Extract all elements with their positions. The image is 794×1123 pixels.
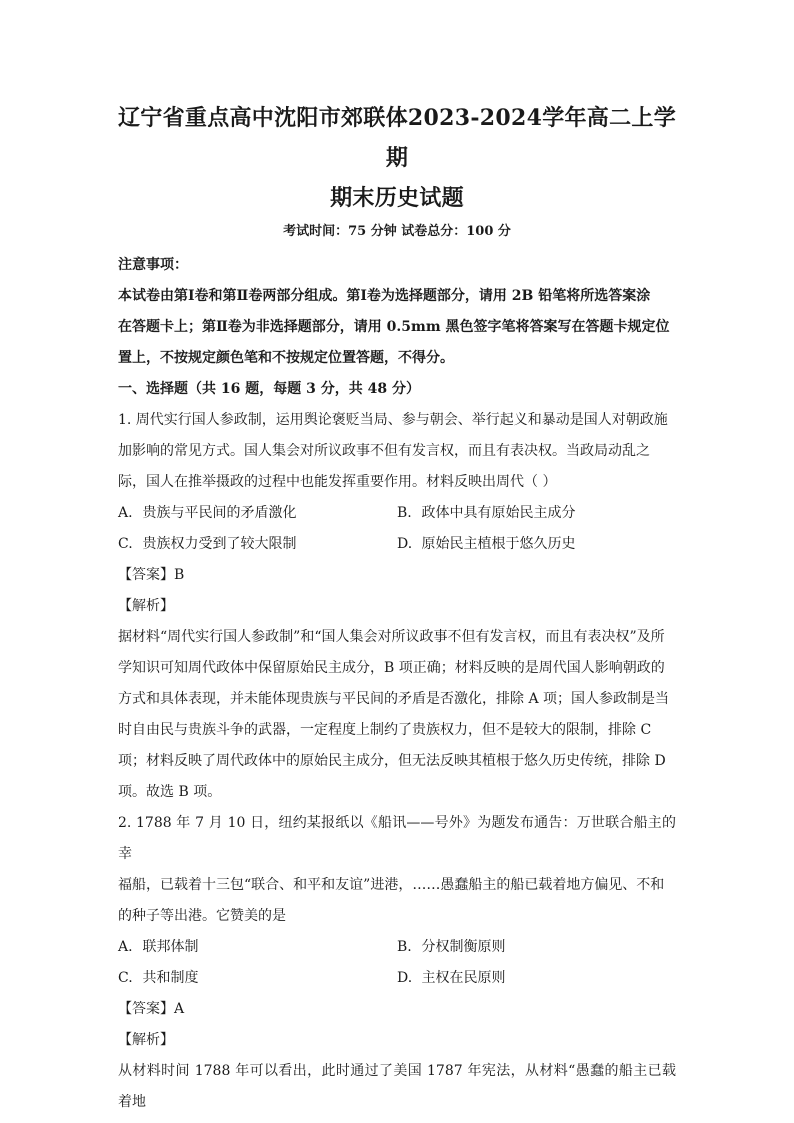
- notice-line: 本试卷由第Ⅰ卷和第Ⅱ卷两部分组成。第Ⅰ卷为选择题部分，请用 2B 铅笔将所选答案涂: [118, 288, 651, 304]
- section-heading: 一、选择题（共 16 题，每题 3 分，共 48 分）: [118, 381, 420, 397]
- option-b: B. 分权制衡原则: [397, 939, 506, 955]
- question-stem-line: 加影响的常见方式。国人集会对所议政事不但有发言权，而且有表决权。当政局动乱之: [118, 443, 650, 459]
- options-list: [118, 932, 676, 994]
- analysis-line: 从材料时间 1788 年可以看出，此时通过了美国 1787 年宪法，从材料“愚蠢的船主已载着地: [118, 1063, 676, 1110]
- question-1: [118, 405, 676, 808]
- option-a: A. 贵族与平民间的矛盾激化: [118, 505, 297, 521]
- analysis-line: 学知识可知周代政体中保留原始民主成分，B 项正确；材料反映的是周代国人影响朝政的: [118, 660, 665, 676]
- question-2: [118, 808, 676, 1118]
- answer: 【答案】B: [118, 567, 185, 583]
- answer: 【答案】A: [118, 1001, 185, 1017]
- question-stem-line: 2. 1788 年 7 月 10 日，纽约某报纸以《船讯——号外》为题发布通告：万世联合船主的幸: [118, 815, 676, 862]
- notice-heading: 注意事项：: [118, 257, 188, 273]
- analysis-line: 时自由民与贵族斗争的武器，一定程度上制约了贵族权力，但不是较大的限制，排除 C: [118, 722, 652, 738]
- option-c: C. 共和制度: [118, 970, 199, 986]
- title-line-2: 期末历史试题: [330, 185, 464, 211]
- notice-line: 在答题卡上；第Ⅱ卷为非选择题部分，请用 0.5mm 黑色签字笔将答案写在答题卡规定位: [118, 319, 670, 335]
- analysis-line: 据材料“周代实行国人参政制”和“国人集会对所议政事不但有发言权，而且有表决权”及所: [118, 629, 665, 645]
- options-list: [118, 498, 676, 560]
- analysis-line: 项；材料反映了周代政体中的原始民主成分，但无法反映其植根于悠久历史传统，排除 D: [118, 753, 666, 769]
- analysis-label: 【解析】: [118, 1032, 174, 1048]
- analysis-line: 方式和具体表现，并未能体现贵族与平民间的矛盾是否激化，排除 A 项；国人参政制是当: [118, 691, 670, 707]
- title-line-1: 辽宁省重点高中沈阳市郊联体2023-2024学年高二上学期: [118, 105, 676, 171]
- option-d: D. 主权在民原则: [397, 970, 506, 986]
- option-b: B. 政体中具有原始民主成分: [397, 505, 576, 521]
- notice-line: 置上，不按规定颜色笔和不按规定位置答题，不得分。: [118, 350, 454, 366]
- option-c: C. 贵族权力受到了较大限制: [118, 536, 297, 552]
- option-a: A. 联邦体制: [118, 939, 199, 955]
- analysis-line: 项。故选 B 项。: [118, 784, 222, 800]
- option-d: D. 原始民主植根于悠久历史: [397, 536, 576, 552]
- analysis-label: 【解析】: [118, 598, 174, 614]
- question-stem-line: 1. 周代实行国人参政制，运用舆论褒贬当局、参与朝会、举行起义和暴动是国人对朝政施: [118, 412, 668, 428]
- exam-info: 考试时间：75 分钟 试卷总分：100 分: [283, 224, 511, 239]
- question-stem-line: 的种子等出港。它赞美的是: [118, 908, 286, 924]
- question-stem-line: 际，国人在推举摄政的过程中也能发挥重要作用。材料反映出周代（ ）: [118, 474, 557, 490]
- question-stem-line: 福船，已载着十三包“联合、和平和友谊”进港，……愚蠢船主的船已载着地方偏见、不和: [118, 877, 665, 893]
